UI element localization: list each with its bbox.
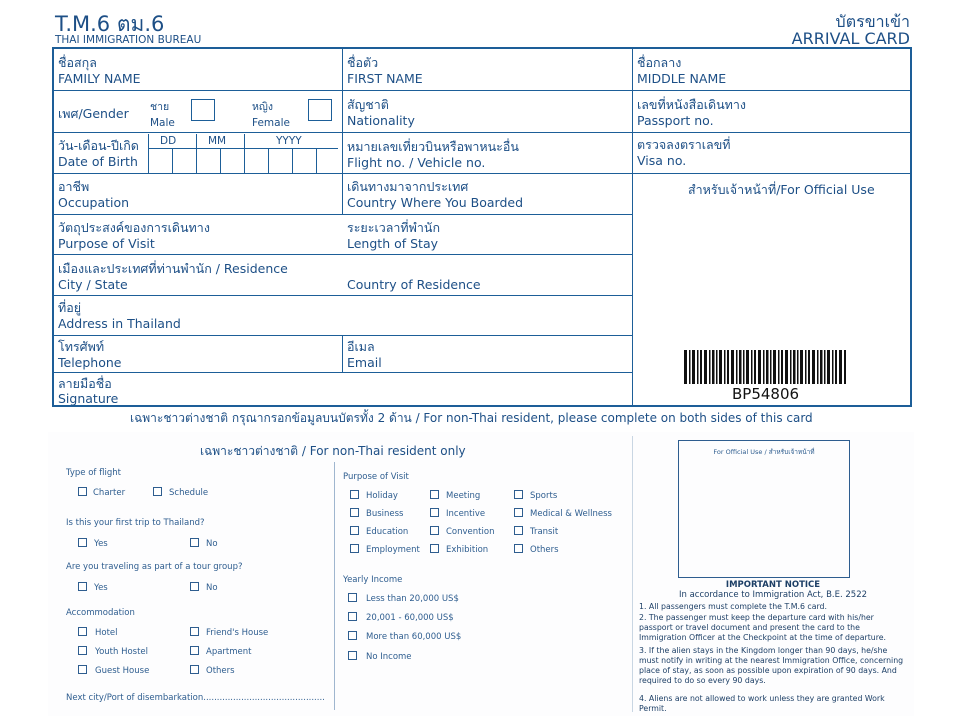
phone-label: Telephone — [58, 355, 122, 370]
purpose-meeting-label: Meeting — [446, 491, 481, 501]
first-trip-yes-checkbox[interactable] — [78, 538, 87, 547]
female-checkbox[interactable] — [308, 99, 332, 121]
dob-grid[interactable] — [148, 134, 338, 174]
purpose-holiday-checkbox[interactable] — [350, 490, 359, 499]
purpose-convention-label: Convention — [446, 527, 495, 537]
purpose-transit-label: Transit — [530, 527, 559, 537]
passport-label: Passport no. — [637, 113, 714, 128]
purpose-employment-label: Employment — [366, 545, 420, 555]
boarded-thai: เดินทางมาจากประเทศ — [347, 179, 469, 194]
occupation-label: Occupation — [58, 195, 130, 210]
tour-yes-checkbox[interactable] — [78, 582, 87, 591]
family-name-thai: ชื่อสกุล — [58, 55, 97, 70]
address-label: Address in Thailand — [58, 316, 181, 331]
address-thai: ที่อยู่ — [58, 300, 82, 315]
purpose-label: Purpose of Visit — [58, 236, 155, 251]
charter-label: Charter — [93, 488, 126, 498]
middle-name-label: MIDDLE NAME — [637, 71, 727, 86]
acc-apartment-checkbox[interactable] — [190, 646, 199, 655]
acc-friends-checkbox[interactable] — [190, 627, 199, 636]
dob-yyyy: YYYY — [276, 135, 302, 147]
acc-apartment-label: Apartment — [206, 647, 252, 657]
official-use-box-label: For Official Use / สำหรับเจ้าหน้าที่ — [713, 448, 815, 456]
purpose-education-checkbox[interactable] — [350, 526, 359, 535]
first-trip-yes-label: Yes — [94, 539, 108, 549]
card-title-thai: บัตรขาเข้า — [835, 12, 910, 31]
notice-item-2: 2. The passenger must keep the departure card with his/her passport or travel document and present the card to the Immigration Officer at the Checkpoint at the time of departure. — [639, 613, 887, 642]
acc-others-checkbox[interactable] — [190, 665, 199, 674]
female-thai: หญิง — [252, 101, 273, 113]
purpose-incentive-checkbox[interactable] — [430, 508, 439, 517]
tour-yes-label: Yes — [94, 583, 108, 593]
accommodation-label: Accommodation — [66, 608, 135, 618]
purpose-convention-checkbox[interactable] — [430, 526, 439, 535]
first-trip-label: Is this your first trip to Thailand? — [66, 518, 205, 528]
income-none-label: No Income — [366, 652, 412, 662]
middle-name-thai: ชื่อกลาง — [637, 55, 682, 70]
notice-item-4: 4. Aliens are not allowed to work unless they are granted Work Permit. — [639, 694, 885, 713]
income-less-label: Less than 20,000 US$ — [366, 594, 459, 604]
boarded-label: Country Where You Boarded — [347, 195, 524, 210]
barcode-icon — [684, 350, 846, 384]
family-name-label: FAMILY NAME — [58, 71, 141, 86]
purpose-others-checkbox[interactable] — [514, 544, 523, 553]
income-more-label: More than 60,000 US$ — [366, 632, 462, 642]
purpose-others-label: Others — [530, 545, 559, 555]
visa-thai: ตรวจลงตราเลขที่ — [637, 137, 731, 152]
signature-thai: ลายมือชื่อ — [58, 376, 112, 391]
female-label: Female — [252, 117, 290, 129]
card-title-en: ARRIVAL CARD — [791, 29, 910, 48]
official-use-label: สำหรับเจ้าหน้าที่/For Official Use — [688, 182, 875, 197]
income-none-checkbox[interactable] — [348, 651, 357, 660]
male-label: Male — [150, 117, 175, 129]
official-use-box — [678, 440, 850, 578]
income-mid-label: 20,001 - 60,000 US$ — [366, 613, 454, 623]
dob-label: Date of Birth — [58, 154, 138, 169]
purpose-sports-checkbox[interactable] — [514, 490, 523, 499]
both-sides-note: เฉพาะชาวต่างชาติ กรุณากรอกข้อมูลบนบัตรทั้ง 2 ด้าน / For non-Thai resident, please complete on both sides of this card — [130, 411, 813, 425]
purpose-employment-checkbox[interactable] — [350, 544, 359, 553]
income-less-checkbox[interactable] — [348, 593, 357, 602]
barcode-number: BP54806 — [732, 385, 800, 403]
stay-thai: ระยะเวลาที่พำนัก — [347, 220, 441, 235]
notice-item-1: 1. All passengers must complete the T.M.6 card. — [639, 602, 827, 611]
notice-subtitle: In accordance to Immigration Act, B.E. 2522 — [678, 590, 868, 600]
notice-item-3: 3. If the alien stays in the Kingdom longer than 90 days, he/she must notify in writing at the nearest Immigration Office, concerning place of stay, as soon as possible upon expiration of 90 days. And required to do so every 90 days. — [639, 646, 904, 685]
acc-hostel-checkbox[interactable] — [78, 646, 87, 655]
income-more-checkbox[interactable] — [348, 631, 357, 640]
purpose-sports-label: Sports — [530, 491, 558, 501]
purpose-holiday-label: Holiday — [366, 491, 398, 501]
email-thai: อีเมล — [347, 339, 375, 354]
purpose-business-label: Business — [366, 509, 404, 519]
nationality-thai: สัญชาติ — [347, 97, 389, 112]
passport-thai: เลขที่หนังสือเดินทาง — [637, 97, 747, 112]
type-of-flight-label: Type of flight — [66, 468, 121, 478]
departure-side — [48, 432, 914, 716]
purpose-medical-label: Medical & Wellness — [530, 509, 612, 519]
acc-hotel-checkbox[interactable] — [78, 627, 87, 636]
dob-mm: MM — [208, 135, 227, 147]
tour-no-label: No — [206, 583, 218, 593]
tour-group-label: Are you traveling as part of a tour group? — [66, 562, 243, 572]
signature-label: Signature — [58, 391, 119, 406]
purpose-thai: วัตถุประสงค์ของการเดินทาง — [58, 220, 210, 235]
male-checkbox[interactable] — [191, 99, 215, 121]
purpose-meeting-checkbox[interactable] — [430, 490, 439, 499]
acc-hostel-label: Youth Hostel — [95, 647, 149, 657]
first-trip-no-label: No — [206, 539, 218, 549]
next-city-label: Next city/Port of disembarkation............................................. — [66, 693, 325, 703]
acc-hotel-label: Hotel — [95, 628, 118, 638]
flight-thai: หมายเลขเที่ยวบินหรือพาหนะอื่น — [347, 139, 519, 154]
acc-friends-label: Friend's House — [206, 628, 269, 638]
acc-guesthouse-label: Guest House — [95, 666, 150, 676]
first-trip-no-checkbox[interactable] — [190, 538, 199, 547]
notice-title: IMPORTANT NOTICE — [725, 580, 821, 590]
purpose-education-label: Education — [366, 527, 409, 537]
gender-label: เพศ/Gender — [58, 106, 129, 121]
acc-others-label: Others — [206, 666, 235, 676]
phone-thai: โทรศัพท์ — [58, 339, 105, 354]
stay-label: Length of Stay — [347, 236, 439, 251]
email-label: Email — [347, 355, 382, 370]
charter-checkbox[interactable] — [78, 487, 87, 496]
dob-thai: วัน-เดือน-ปีเกิด — [58, 138, 139, 153]
schedule-label: Schedule — [169, 488, 209, 498]
purpose-medical-checkbox[interactable] — [514, 508, 523, 517]
visa-label: Visa no. — [637, 153, 687, 168]
city-label: City / State — [58, 277, 128, 292]
flight-label: Flight no. / Vehicle no. — [347, 155, 486, 170]
form-code: T.M.6 ตม.6 — [55, 12, 165, 36]
purpose-exhibition-checkbox[interactable] — [430, 544, 439, 553]
male-thai: ชาย — [150, 101, 170, 113]
purpose-incentive-label: Incentive — [446, 509, 486, 519]
purpose-business-checkbox[interactable] — [350, 508, 359, 517]
acc-guesthouse-checkbox[interactable] — [78, 665, 87, 674]
income-mid-checkbox[interactable] — [348, 612, 357, 621]
bureau-name: THAI IMMIGRATION BUREAU — [55, 34, 202, 46]
purpose-of-visit-label: Purpose of Visit — [343, 472, 409, 482]
yearly-income-label: Yearly Income — [343, 575, 403, 585]
residence-thai: เมืองและประเทศที่ท่านพำนัก / Residence — [58, 261, 288, 276]
occupation-thai: อาชีพ — [58, 179, 90, 194]
first-name-thai: ชื่อตัว — [347, 55, 379, 70]
nationality-label: Nationality — [347, 113, 415, 128]
purpose-transit-checkbox[interactable] — [514, 526, 523, 535]
back-title: เฉพาะชาวต่างชาติ / For non-Thai resident only — [200, 444, 466, 458]
dob-dd: DD — [160, 135, 177, 147]
purpose-exhibition-label: Exhibition — [446, 545, 489, 555]
country-residence-label: Country of Residence — [347, 277, 481, 292]
schedule-checkbox[interactable] — [153, 487, 162, 496]
tour-no-checkbox[interactable] — [190, 582, 199, 591]
first-name-label: FIRST NAME — [347, 71, 423, 86]
